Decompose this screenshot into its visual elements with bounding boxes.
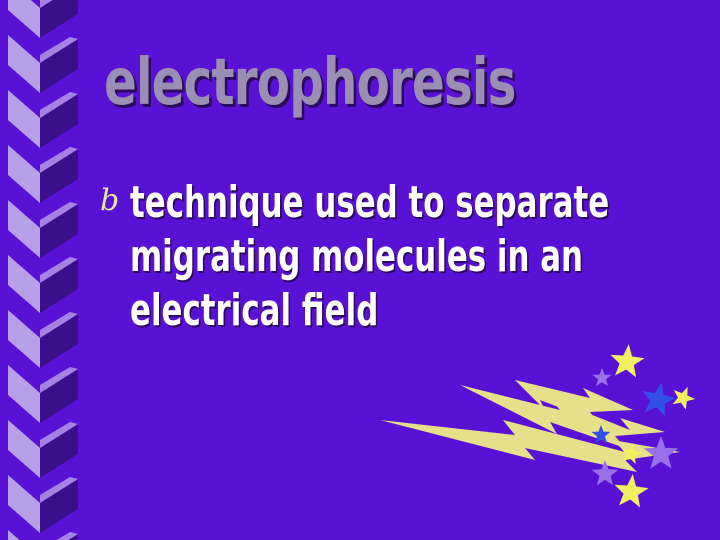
star-icon <box>644 436 678 469</box>
bullet-text <box>130 176 707 338</box>
bullet-line: technique used to separate <box>130 177 610 228</box>
shooting-stars-icon <box>375 340 720 540</box>
star-icon <box>615 474 649 507</box>
ribbon-border-icon <box>0 0 90 540</box>
bullet-icon: b <box>100 183 120 218</box>
star-icon <box>611 344 645 377</box>
slide-title: electrophoresis <box>104 46 516 120</box>
star-icon <box>593 368 612 386</box>
star-icon <box>673 387 695 410</box>
bullet-line: migrating molecules in an <box>130 231 584 282</box>
bullet-line: electrical field <box>130 285 379 336</box>
star-icon <box>642 382 676 416</box>
